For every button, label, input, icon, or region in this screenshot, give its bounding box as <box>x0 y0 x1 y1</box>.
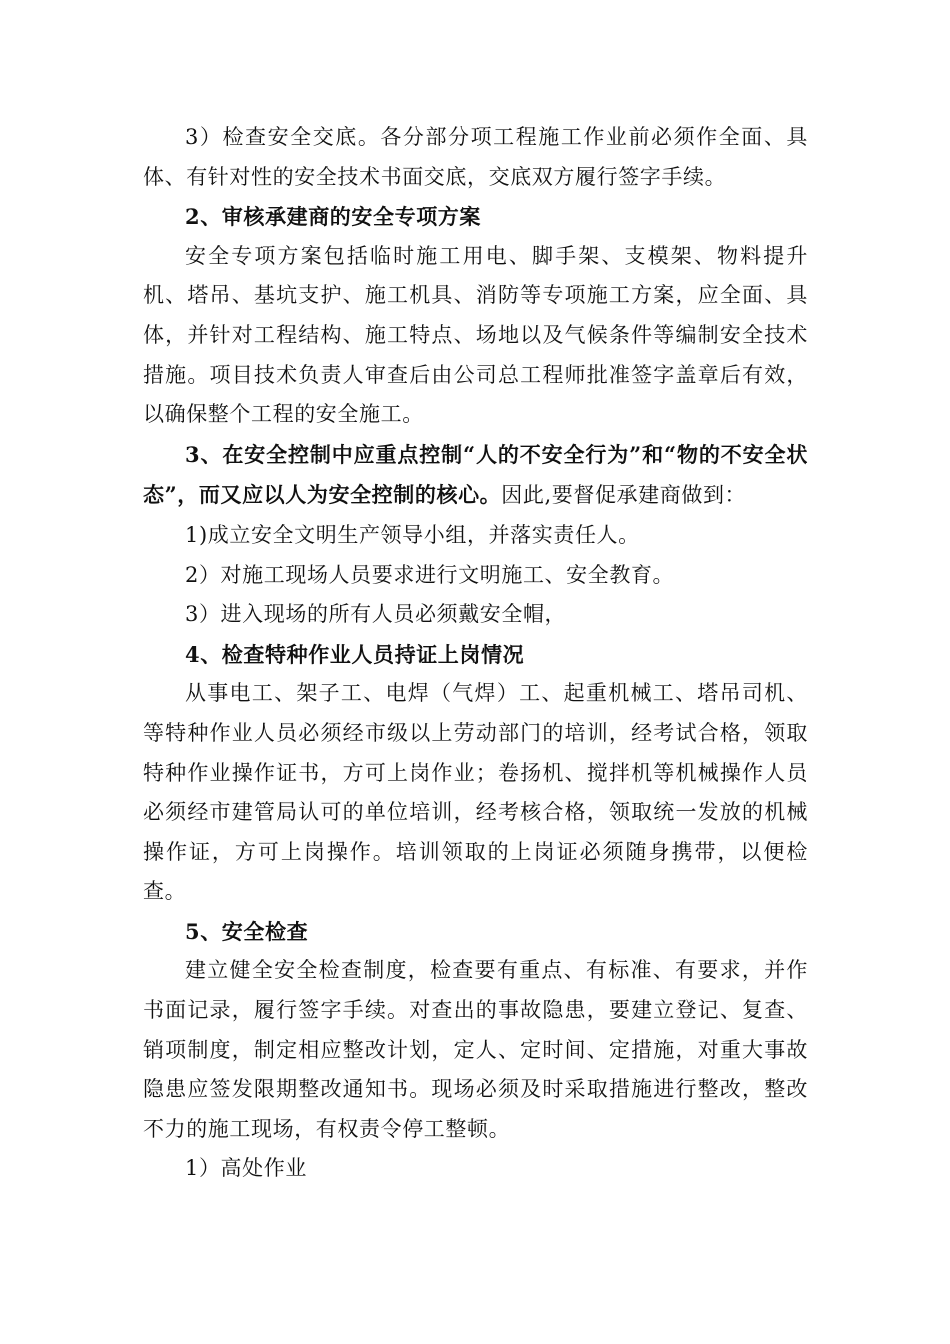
paragraph-safety-control <box>143 435 808 516</box>
paragraph-special-operators: 从事电工、架子工、电焊（气焊）工、起重机械工、塔吊司机、等特种作业人员必须经市级以上劳动部门的培训，经考试合格，领取特种作业操作证书，方可上岗作业；卷扬机、搅拌机等机械操作人员必须经市建管局认可的单位培训，经考核合格，领取统一发放的机械操作证，方可上岗操作。培训领取的上岗证必须随身携带，以便检查。 <box>143 681 808 904</box>
heading-review-safety-plan: 2、审核承建商的安全专项方案 <box>185 204 482 230</box>
safety-control-normal-text: 因此,要督促承建商做到： <box>501 483 747 508</box>
paragraph-safety-inspection: 建立健全安全检查制度，检查要有重点、有标准、有要求，并作书面记录，履行签字手续。对查出的事故隐患，要建立登记、复查、销项制度，制定相应整改计划，定人、定时间、定措施，对重大事故隐患应签发限期整改通知书。现场必须及时采取措施进行整改，整改不力的施工现场，有权责令停工整顿。 <box>143 958 808 1141</box>
list-item-safety-helmet: 3）进入现场的所有人员必须戴安全帽， <box>185 602 567 627</box>
list-item-safety-education: 2）对施工现场人员要求进行文明施工、安全教育。 <box>185 562 675 587</box>
list-item-high-work: 1）高处作业 <box>185 1156 307 1181</box>
list-item-leadership-group: 1)成立安全文明生产领导小组，并落实责任人。 <box>185 522 640 547</box>
paragraph-safety-plan: 安全专项方案包括临时施工用电、脚手架、支模架、物料提升机、塔吊、基坑支护、施工机具、消防等专项施工方案，应全面、具体，并针对工程结构、施工特点、场地以及气候条件等编制安全技术措施。项目技术负责人审查后由公司总工程师批准签字盖章后有效，以确保整个工程的安全施工。 <box>143 243 808 427</box>
safety-control-bold-text: 3、在安全控制中应重点控制“人的不安全行为”和“物的不安全状态”，而又应以人为安全控制的核心。 <box>143 441 808 508</box>
heading-special-operators: 4、检查特种作业人员持证上岗情况 <box>185 641 525 667</box>
heading-safety-inspection: 5、安全检查 <box>185 918 309 944</box>
document-body <box>143 118 808 1189</box>
paragraph-safety-briefing: 3）检查安全交底。各分部分项工程施工作业前必须作全面、具体、有针对性的安全技术书面交底，交底双方履行签字手续。 <box>143 125 808 189</box>
